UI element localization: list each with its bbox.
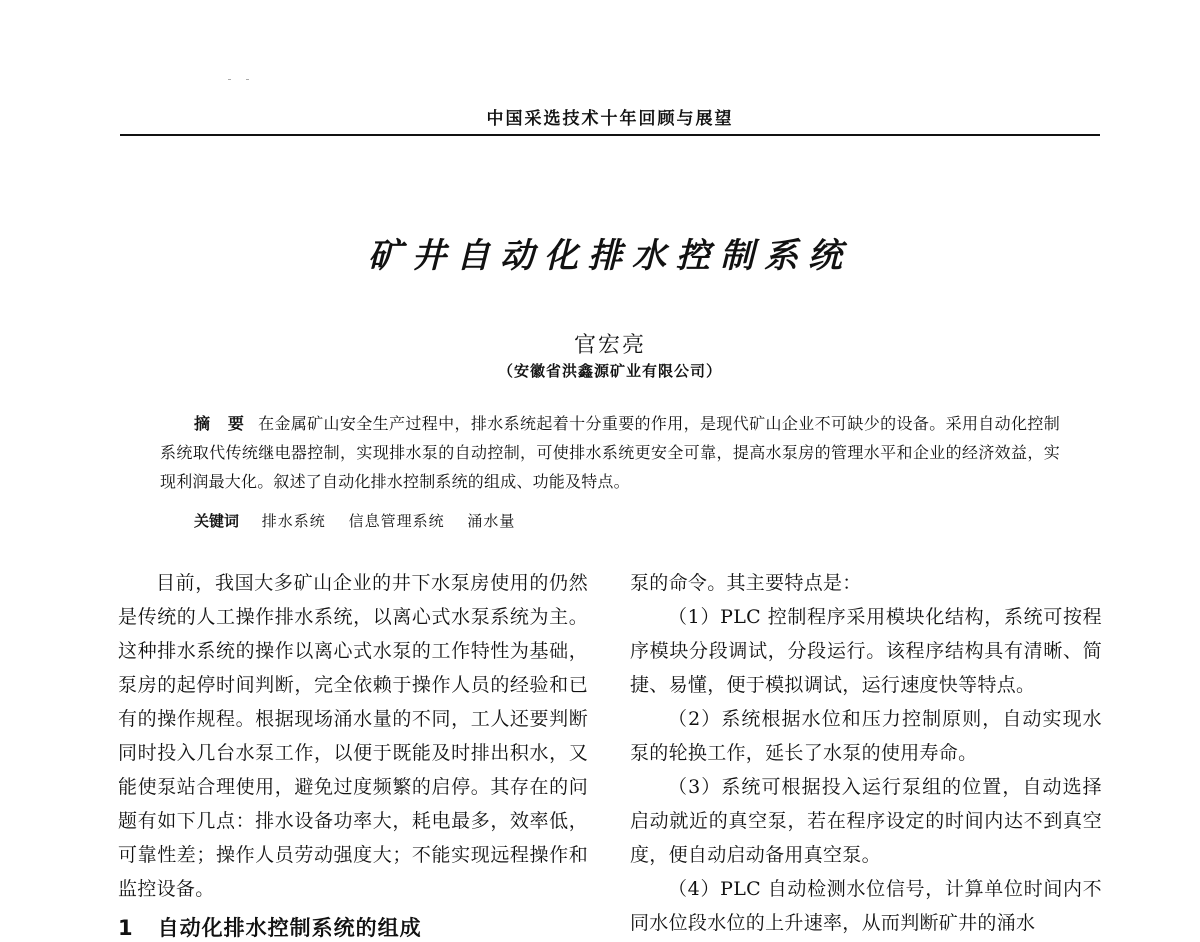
- author-name: 官宏亮: [573, 333, 646, 358]
- keyword-item: 涌水量: [467, 512, 516, 530]
- left-column: [118, 566, 588, 906]
- keywords-label: 关键词: [194, 512, 240, 530]
- feature-item: （2）系统根据水位和压力控制原则，自动实现水泵的轮换工作，延长了水泵的使用寿命。: [630, 708, 1102, 764]
- right-column: [630, 566, 1102, 940]
- body-paragraph-lead: 泵的命令。其主要特点是：: [630, 572, 862, 594]
- abstract-label: 摘 要: [194, 414, 251, 433]
- section-heading: [118, 912, 588, 942]
- abstract: [160, 409, 1060, 496]
- header-rule: [120, 134, 1100, 136]
- section-title: 自动化排水控制系统的组成: [157, 916, 422, 940]
- feature-item: （3）系统可根据投入运行泵组的位置，自动选择启动就近的真空泵，若在程序设定的时间内达不到真空度，便自动启动备用真空泵。: [630, 776, 1102, 866]
- feature-item: （4）PLC 自动检测水位信号，计算单位时间内不同水位段水位的上升速率，从而判断矿井的涌水: [630, 878, 1102, 934]
- keyword-item: 信息管理系统: [348, 512, 445, 530]
- abstract-text: 在金属矿山安全生产过程中，排水系统起着十分重要的作用，是现代矿山企业不可缺少的设备。采用自动化控制系统取代传统继电器控制，实现排水泵的自动控制，可使排水系统更安全可靠，提高水泵房的管理水平和企业的经济效益，实现利润最大化。叙述了自动化排水控制系统的组成、功能及特点。: [160, 414, 1060, 491]
- scan-speck: [228, 79, 231, 80]
- paper-title: 矿井自动化排水控制系统: [368, 236, 852, 276]
- author-affiliation: （安徽省洪鑫源矿业有限公司）: [497, 362, 722, 380]
- keywords: [194, 510, 1054, 531]
- feature-item: （1）PLC 控制程序采用模块化结构，系统可按程序模块分段调试，分段运行。该程序结构具有清晰、简捷、易懂，便于模拟调试，运行速度快等特点。: [630, 606, 1102, 696]
- scan-speck: [246, 79, 249, 80]
- section-number: 1: [118, 916, 134, 940]
- body-paragraph: 目前，我国大多矿山企业的井下水泵房使用的仍然是传统的人工操作排水系统，以离心式水泵系统为主。这种排水系统的操作以离心式水泵的工作特性为基础，泵房的起停时间判断，完全依赖于操作人员的经验和已有的操作规程。根据现场涌水量的不同，工人还要判断同时投入几台水泵工作，以便于既能及时排出积水，又能使泵站合理使用，避免过度频繁的启停。其存在的问题有如下几点：排水设备功率大，耗电最多，效率低，可靠性差；操作人员劳动强度大；不能实现远程操作和监控设备。: [118, 572, 588, 900]
- keyword-item: 排水系统: [261, 512, 326, 530]
- running-header: 中国采选技术十年回顾与展望: [486, 109, 734, 129]
